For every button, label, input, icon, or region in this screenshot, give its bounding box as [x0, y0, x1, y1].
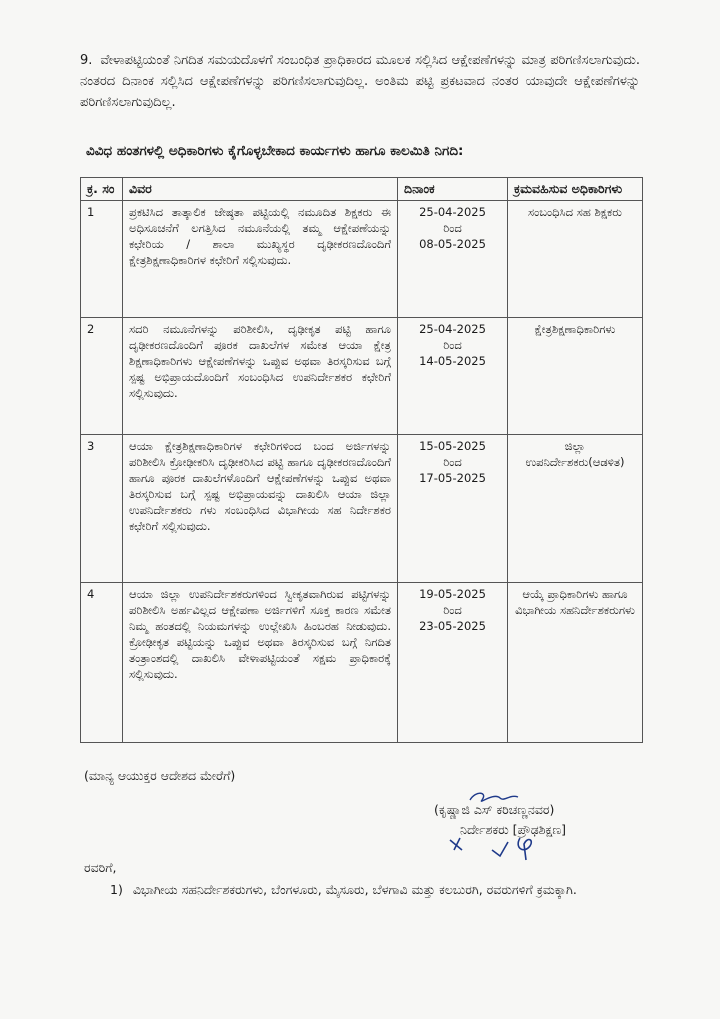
- header-officers: ಕ್ರಮವಹಿಸುವ ಅಧಿಕಾರಿಗಳು: [508, 178, 643, 201]
- cell-sl: 2: [81, 318, 123, 435]
- signatory-name: (ಕೃಷ್ಣಾಜಿ ಎಸ್ ಕರಿಚಣ್ಣನವರ): [434, 802, 555, 817]
- point-9-number: 9.: [80, 53, 93, 68]
- signature-block: [410, 788, 650, 868]
- point-9-text: ವೇಳಾಪಟ್ಟಿಯಂತೆ ನಿಗದಿತ ಸಮಯದೊಳಗೆ ಸಂಬಂಧಿತ ಪ್ರಾಧಿಕಾರದ ಮೂಲಕ ಸಲ್ಲಿಸಿದ ಆಕ್ಷೇಪಣೆಗಳನ್ನು ಮಾತ್ರ ಪರಿಗಣಿಸಲಾಗುವುದು. ನಂತರದ ದಿನಾಂಕ ಸಲ್ಲಿಸಿದ ಆಕ್ಷೇಪಣೆಗಳನ್ನು ಪರಿಗಣಿಸಲಾಗುವುದಿಲ್ಲ. ಅಂತಿಮ ಪಟ್ಟಿ ಪ್ರಕಟವಾದ ನಂತರ ಯಾವುದೇ ಆಕ್ಷೇಪಣೆಗಳನ್ನು ಪರಿಗಣಿಸಲಾಗುವುದಿಲ್ಲ.: [80, 53, 640, 110]
- date-to: 08-05-2025: [419, 237, 486, 251]
- table-row: [81, 318, 643, 435]
- date-separator: ರಿಂದ: [443, 221, 462, 235]
- cell-officer: ಕ್ಷೇತ್ರಶಿಕ್ಷಣಾಧಿಕಾರಿಗಳು: [508, 318, 643, 435]
- date-separator: ರಿಂದ: [443, 603, 462, 617]
- date-from: 15-05-2025: [419, 439, 486, 453]
- header-date: ದಿನಾಂಕ: [398, 178, 508, 201]
- cell-officer: ಆಯ್ಕೆ ಪ್ರಾಧಿಕಾರಿಗಳು ಹಾಗೂ ವಿಭಾಗೀಯ ಸಹನಿರ್ದೇಶಕರುಗಳು: [508, 583, 643, 743]
- cell-detail: ಸದರಿ ನಮೂನೆಗಳನ್ನು ಪರಿಶೀಲಿಸಿ, ದೃಢೀಕೃತ ಪಟ್ಟಿ ಹಾಗೂ ದೃಢೀಕರಣದೊಂದಿಗೆ ಪೂರಕ ದಾಖಲೆಗಳ ಸಮೇತ ಆಯಾ ಕ್ಷೇತ್ರ ಶಿಕ್ಷಣಾಧಿಕಾರಿಗಳು ಆಕ್ಷೇಪಣೆಗಳನ್ನು ಒಪ್ಪುವ ಅಥವಾ ತಿರಸ್ಕರಿಸುವ ಬಗ್ಗೆ ಸ್ಪಷ್ಟ ಅಭಿಪ್ರಾಯದೊಂದಿಗೆ ಸಂಬಂಧಿಸಿದ ಉಪನಿರ್ದೇಶಕರ ಕಛೇರಿಗೆ ಸಲ್ಲಿಸುವುದು.: [123, 318, 398, 435]
- cell-sl: 4: [81, 583, 123, 743]
- date-separator: ರಿಂದ: [443, 455, 462, 469]
- date-to: 14-05-2025: [419, 354, 486, 368]
- table-row: [81, 583, 643, 743]
- recipient-text: ವಿಭಾಗೀಯ ಸಹನಿರ್ದೇಶಕರುಗಳು, ಬೆಂಗಳೂರು, ಮೈಸೂರು, ಬೆಳಗಾವಿ ಮತ್ತು ಕಲಬುರಗಿ, ರವರುಗಳಿಗೆ ಕ್ರಮಕ್ಕಾಗಿ.: [132, 882, 577, 897]
- cell-date: [398, 583, 508, 743]
- recipient-item: [110, 880, 650, 900]
- cell-officer: ಜಿಲ್ಲಾ ಉಪನಿರ್ದೇಶಕರು(ಆಡಳಿತ): [508, 435, 643, 583]
- cell-sl: 1: [81, 201, 123, 318]
- cell-date: [398, 318, 508, 435]
- point-9-paragraph: [80, 50, 640, 113]
- cell-officer: ಸಂಬಂಧಿಸಿದ ಸಹ ಶಿಕ್ಷಕರು: [508, 201, 643, 318]
- to-label: ರವರಿಗೆ,: [84, 860, 117, 875]
- cell-sl: 3: [81, 435, 123, 583]
- table-row: [81, 201, 643, 318]
- date-separator: ರಿಂದ: [443, 338, 462, 352]
- table-header-row: [81, 178, 643, 201]
- cell-date: [398, 435, 508, 583]
- date-to: 17-05-2025: [419, 471, 486, 485]
- cell-date: [398, 201, 508, 318]
- order-line: (ಮಾನ್ಯ ಆಯುಕ್ತರ ಆದೇಶದ ಮೇರೆಗೆ): [84, 768, 236, 783]
- header-details: ವಿವರ: [123, 178, 398, 201]
- cell-detail: ಆಯಾ ಕ್ಷೇತ್ರಶಿಕ್ಷಣಾಧಿಕಾರಿಗಳ ಕಛೇರಿಗಳಿಂದ ಬಂದ ಅರ್ಜಿಗಳನ್ನು ಪರಿಶೀಲಿಸಿ ಕ್ರೋಢೀಕರಿಸಿ ದೃಢೀಕರಿಸಿದ ಪಟ್ಟಿ ಹಾಗೂ ದೃಢೀಕರಣದೊಂದಿಗೆ ಹಾಗೂ ಪೂರಕ ದಾಖಲೆಗಳೊಂದಿಗೆ ಆಕ್ಷೇಪಣೆಗಳನ್ನು ಒಪ್ಪುವ ಅಥವಾ ತಿರಸ್ಕರಿಸುವ ಬಗ್ಗೆ ಸ್ಪಷ್ಟ ಅಭಿಪ್ರಾಯವನ್ನು ದಾಖಲಿಸಿ ಆಯಾ ಜಿಲ್ಲಾ ಉಪನಿರ್ದೇಶಕರು ಗಳು ಸಂಬಂಧಿಸಿದ ವಿಭಾಗೀಯ ಸಹ ನಿರ್ದೇಶಕರ ಕಛೇರಿಗೆ ಸಲ್ಲಿಸುವುದು.: [123, 435, 398, 583]
- date-from: 25-04-2025: [419, 205, 486, 219]
- signatory-designation: ನಿರ್ದೇಶಕರು [ಪ್ರೌಢಶಿಕ್ಷಣ]: [460, 822, 567, 837]
- timeline-table: [80, 177, 643, 743]
- date-from: 19-05-2025: [419, 587, 486, 601]
- cell-detail: ಪ್ರಕಟಿಸಿದ ತಾತ್ಕಾಲಿಕ ಜೇಷ್ಠತಾ ಪಟ್ಟಿಯಲ್ಲಿ ನಮೂದಿತ ಶಿಕ್ಷಕರು ಈ ಅಧಿಸೂಚನೆಗೆ ಲಗತ್ತಿಸಿದ ನಮೂನೆಯಲ್ಲಿ ತಮ್ಮ ಆಕ್ಷೇಪಣೆಯನ್ನು ಕಛೇರಿಯ / ಶಾಲಾ ಮುಖ್ಯಸ್ಥರ ದೃಢೀಕರಣದೊಂದಿಗೆ ಕ್ಷೇತ್ರಶಿಕ್ಷಣಾಧಿಕಾರಿಗಳ ಕಛೇರಿಗೆ ಸಲ್ಲಿಸುವುದು.: [123, 201, 398, 318]
- recipient-number: 1): [110, 882, 123, 897]
- section-title: ವಿವಿಧ ಹಂತಗಳಲ್ಲಿ ಅಧಿಕಾರಿಗಳು ಕೈಗೊಳ್ಳಬೇಕಾದ ಕಾರ್ಯಗಳು ಹಾಗೂ ಕಾಲಮಿತಿ ನಿಗದಿ:: [86, 143, 464, 159]
- header-sl-no: ಕ್ರ. ಸಂ: [81, 178, 123, 201]
- date-from: 25-04-2025: [419, 322, 486, 336]
- date-to: 23-05-2025: [419, 619, 486, 633]
- cell-detail: ಆಯಾ ಜಿಲ್ಲಾ ಉಪನಿರ್ದೇಶಕರುಗಳಿಂದ ಸ್ವೀಕೃತವಾಗಿರುವ ಪಟ್ಟಿಗಳನ್ನು ಪರಿಶೀಲಿಸಿ ಅರ್ಹವಿಲ್ಲದ ಆಕ್ಷೇಪಣಾ ಅರ್ಜಿಗಳಿಗೆ ಸೂಕ್ತ ಕಾರಣ ಸಮೇತ ನಿಮ್ಮ ಹಂತದಲ್ಲಿ ನಿಯಮಗಳನ್ನು ಉಲ್ಲೇಖಿಸಿ ಹಿಂಬರಹ ನೀಡುವುದು. ಕ್ರೋಢೀಕೃತ ಪಟ್ಟಿಯನ್ನು ಒಪ್ಪುವ ಅಥವಾ ತಿರಸ್ಕರಿಸುವ ಬಗ್ಗೆ ನಿಗದಿತ ತಂತ್ರಾಂಶದಲ್ಲಿ ದಾಖಲಿಸಿ ವೇಳಾಪಟ್ಟಿಯಂತೆ ಸಕ್ಷಮ ಪ್ರಾಧಿಕಾರಕ್ಕೆ ಸಲ್ಲಿಸುವುದು.: [123, 583, 398, 743]
- table-row: [81, 435, 643, 583]
